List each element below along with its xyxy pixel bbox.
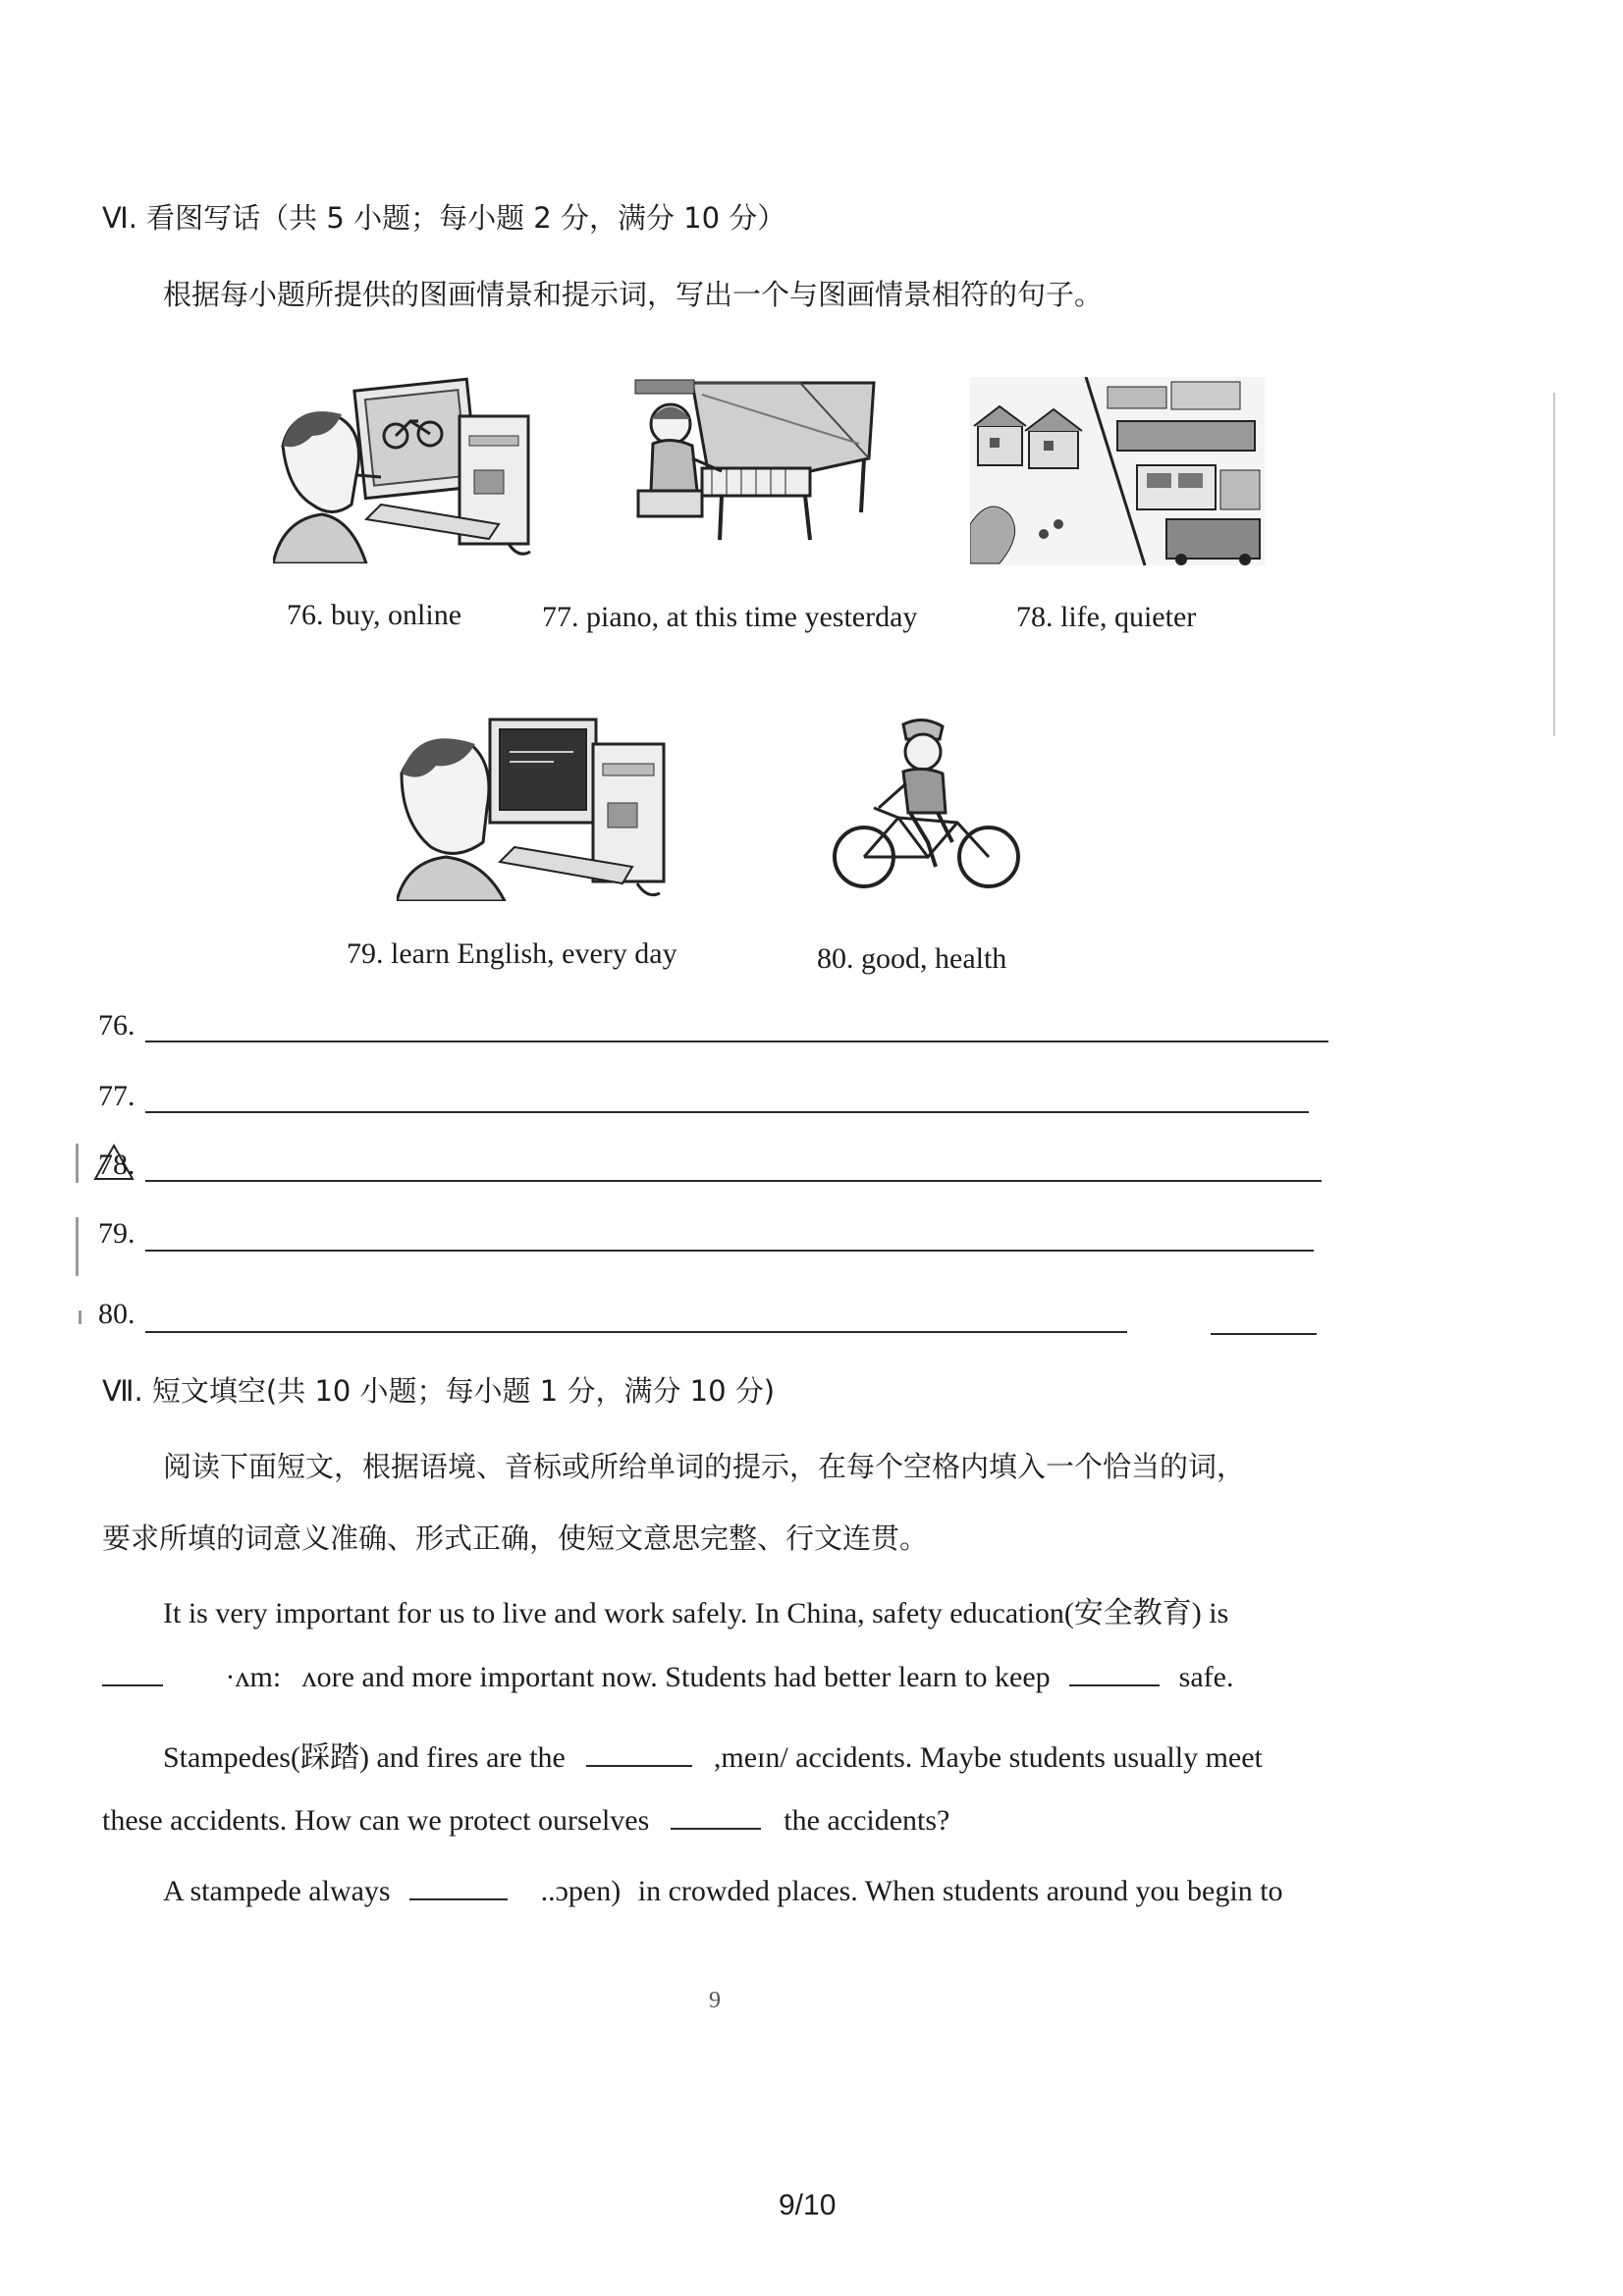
- picture-77-girl-piano: [633, 375, 879, 542]
- blank-2[interactable]: [1069, 1683, 1160, 1686]
- blank-1[interactable]: [102, 1683, 163, 1686]
- answer-line-79[interactable]: [145, 1250, 1314, 1252]
- blank-5[interactable]: [409, 1897, 508, 1900]
- passage-text: ʌore and more important now. Students had better learn to keep: [301, 1661, 1051, 1693]
- picture-76-boy-computer: [273, 377, 548, 563]
- answer-line-78[interactable]: [145, 1180, 1322, 1182]
- picture-80-boy-cycling: [820, 715, 1026, 891]
- answer-line-77[interactable]: [145, 1111, 1309, 1113]
- section-7-instruction-line-2: 要求所填的词意义准确、形式正确，使短文意思完整、行文连贯。: [102, 1522, 929, 1555]
- answer-line-80-tail[interactable]: [1211, 1333, 1317, 1335]
- answer-label-77: 77.: [98, 1080, 135, 1112]
- scan-mark: [1553, 393, 1555, 736]
- answer-label-79: 79.: [98, 1217, 135, 1250]
- passage-text: A stampede always: [163, 1875, 391, 1907]
- caption-80: 80. good, health: [817, 942, 1007, 975]
- scan-mark: [79, 1310, 81, 1324]
- caption-76: 76. buy, online: [287, 599, 462, 631]
- section-7-instruction-line-1: 阅读下面短文，根据语境、音标或所给单词的提示，在每个空格内填入一个恰当的词，: [163, 1450, 1246, 1483]
- caption-77: 77. piano, at this time yesterday: [542, 601, 918, 633]
- page-footer: 9/10: [779, 2189, 837, 2221]
- scan-mark: [76, 1217, 79, 1276]
- hint-1: ·ʌm:: [225, 1661, 282, 1693]
- hint-3: ,meɪn/ accidents. Maybe students usually meet: [713, 1741, 1263, 1774]
- passage-text: Stampedes(踩踏) and fires are the: [163, 1741, 566, 1774]
- picture-79-girl-computer: [397, 715, 681, 901]
- passage-text: the accidents?: [784, 1804, 950, 1837]
- passage-line-4: [102, 1804, 949, 1838]
- section-6-instruction: 根据每小题所提供的图画情景和提示词，写出一个与图画情景相符的句子。: [163, 278, 1104, 311]
- passage-line-3: [163, 1733, 1263, 1776]
- section-6-heading: Ⅵ. 看图写话（共 5 小题；每小题 2 分，满分 10 分）: [102, 201, 786, 235]
- passage-line-2: [102, 1661, 1233, 1694]
- answer-label-76: 76.: [98, 1009, 135, 1041]
- section-7-heading: Ⅶ. 短文填空(共 10 小题；每小题 1 分，满分 10 分): [102, 1374, 776, 1408]
- hint-5: ..ɔpen): [540, 1875, 622, 1907]
- answer-line-80[interactable]: [145, 1331, 1127, 1333]
- answer-line-76[interactable]: [145, 1041, 1328, 1042]
- inner-page-number: 9: [709, 1988, 721, 2013]
- blank-3[interactable]: [586, 1764, 692, 1767]
- blank-4[interactable]: [671, 1827, 761, 1830]
- answer-label-78: 78.: [98, 1148, 135, 1181]
- caption-79: 79. learn English, every day: [347, 937, 677, 970]
- answer-label-80: 80.: [98, 1298, 135, 1330]
- picture-78-quiet-vs-busy: [970, 377, 1265, 565]
- scan-mark: [76, 1144, 79, 1183]
- caption-78: 78. life, quieter: [1016, 601, 1197, 633]
- passage-text: safe.: [1178, 1661, 1234, 1693]
- passage-text: these accidents. How can we protect ourselves: [102, 1804, 650, 1837]
- triangle-mark: [92, 1143, 135, 1182]
- passage-text: in crowded places. When students around you begin to: [637, 1875, 1283, 1907]
- passage-line-1: It is very important for us to live and work safely. In China, safety education(安全教育) is: [163, 1597, 1229, 1629]
- passage-line-5: [163, 1875, 1283, 1908]
